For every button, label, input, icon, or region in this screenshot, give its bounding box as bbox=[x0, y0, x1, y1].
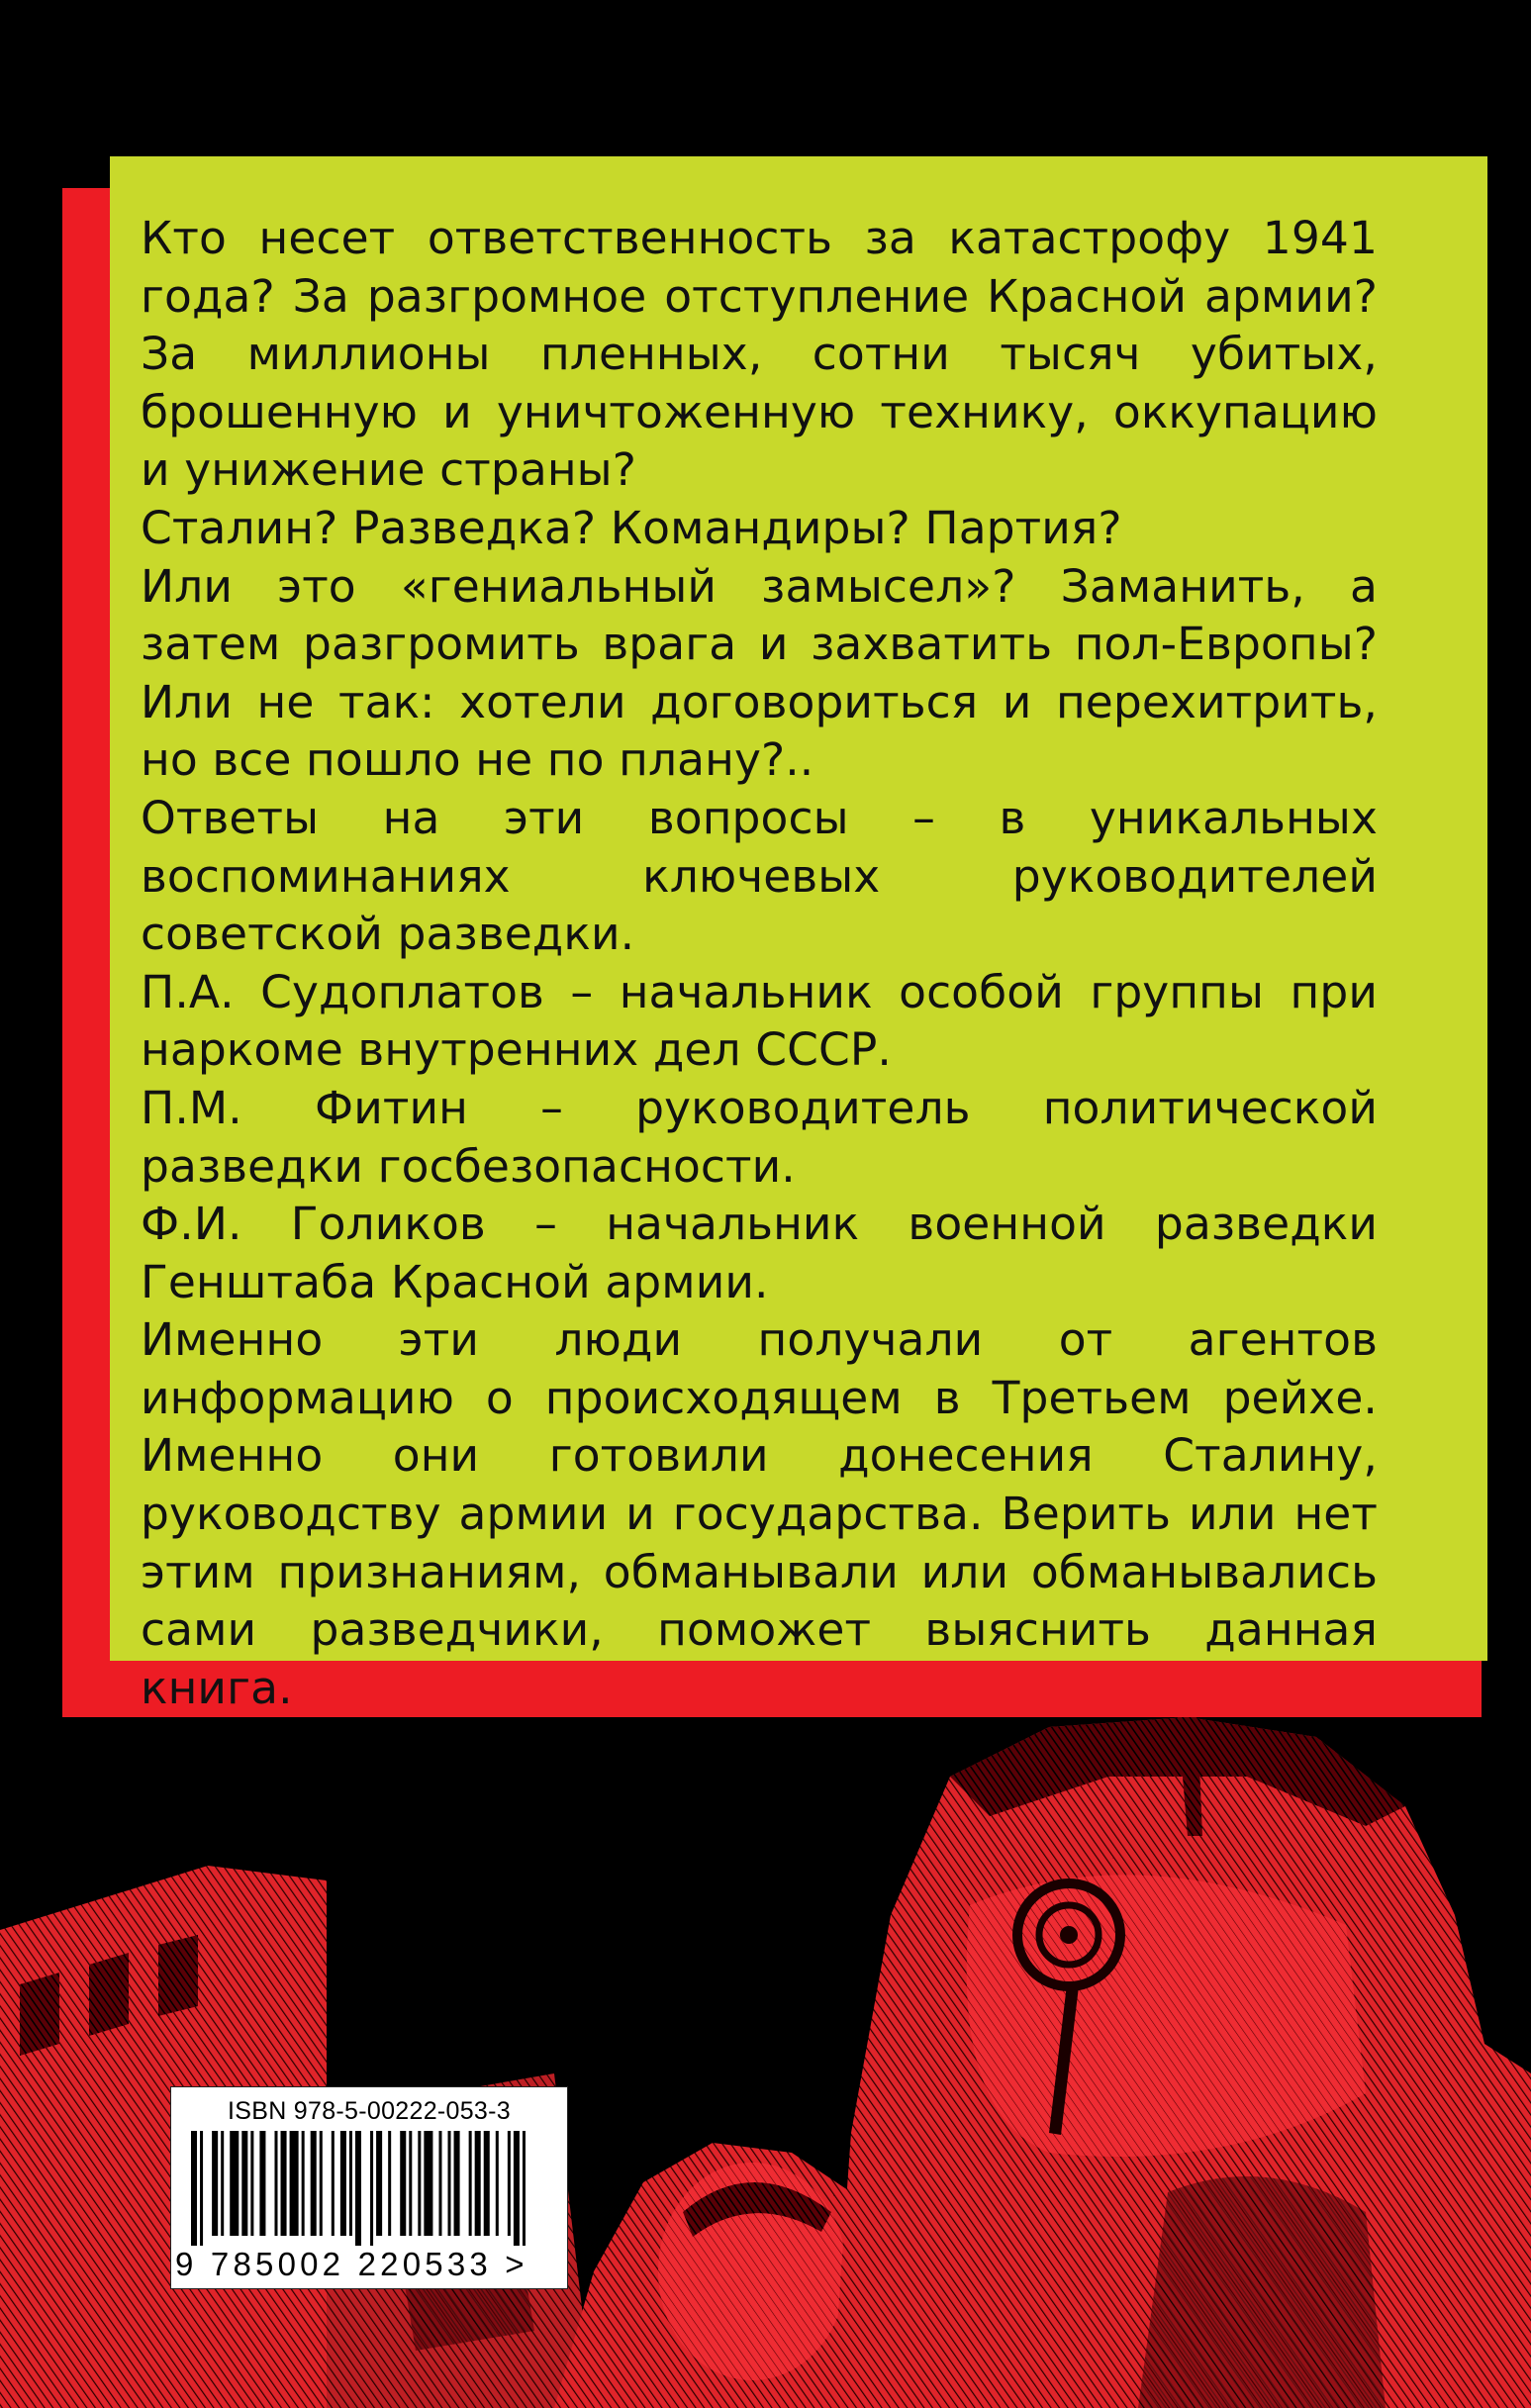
paragraph-conclusion: Именно эти люди получали от агентов информацию о происходящем в Третьем рейхе. Именно они готовили донесения Сталину, руководству армии и государства. Верить или нет этим признаниям, обманывали или обманывались сами разведчики, поможет выяснить данная книга. bbox=[141, 1313, 1378, 1714]
paragraph-questions: Сталин? Разведка? Командиры? Партия? bbox=[141, 501, 1122, 554]
barcode-bar bbox=[340, 2131, 346, 2236]
paragraph-plan: Или это «гениальный замысел»? Заманить, а затем разгромить врага и захватить пол-Европы? Или не так: хотели договориться и перехитрить, но все пошло не по плану?.. bbox=[141, 559, 1378, 787]
barcode-bar bbox=[475, 2131, 481, 2236]
barcode-bar bbox=[400, 2131, 406, 2236]
barcode-bar bbox=[241, 2131, 247, 2236]
barcode-bar bbox=[454, 2131, 460, 2236]
paragraph-fitin: П.М. Фитин – руководитель политической разведки госбезопасности. bbox=[141, 1081, 1378, 1193]
barcode-bar bbox=[259, 2131, 265, 2236]
barcode-bar bbox=[496, 2131, 499, 2236]
barcode-bar bbox=[281, 2131, 287, 2236]
barcode-bar bbox=[484, 2131, 490, 2236]
barcode-bar bbox=[514, 2131, 520, 2246]
barcode-bar bbox=[332, 2131, 335, 2236]
barcode-bar bbox=[250, 2131, 253, 2236]
barcode-bar bbox=[409, 2131, 412, 2236]
barcode-bar bbox=[320, 2131, 323, 2236]
barcode-bar bbox=[349, 2131, 352, 2236]
barcode-bar bbox=[230, 2131, 239, 2236]
barcode-bar bbox=[290, 2131, 299, 2236]
isbn-label: ISBN 978-5-00222-053-3 bbox=[228, 2097, 511, 2125]
paragraph-intro: Кто несет ответственность за катастрофу 1941 года? За разгромное отступление Красной армии? За миллионы пленных, сотни тысяч убитых, брошенную и уничтоженную технику, оккупацию и унижение страны? bbox=[141, 212, 1378, 497]
barcode-bar bbox=[424, 2131, 432, 2236]
barcode-bar bbox=[388, 2131, 391, 2236]
red-halftone-photo bbox=[0, 1717, 1531, 2408]
barcode bbox=[191, 2131, 531, 2246]
barcode-bar bbox=[221, 2131, 224, 2236]
paragraph-sudoplatov: П.А. Судоплатов – начальник особой группы при наркоме внутренних дел СССР. bbox=[141, 965, 1378, 1077]
barcode-bar bbox=[523, 2131, 526, 2246]
barcode-bar bbox=[438, 2131, 441, 2236]
barcode-bar bbox=[212, 2131, 218, 2236]
isbn-barcode-box bbox=[170, 2086, 568, 2289]
isbn-digits: 9 785002 220533 > bbox=[175, 2246, 528, 2282]
barcode-bar bbox=[355, 2131, 361, 2246]
barcode-bar bbox=[469, 2131, 472, 2236]
barcode-bar bbox=[200, 2131, 203, 2246]
barcode-bar bbox=[370, 2131, 373, 2246]
barcode-bar bbox=[311, 2131, 317, 2236]
paragraph-answers: Ответы на эти вопросы – в уникальных воспоминаниях ключевых руководителей советской разведки. bbox=[141, 791, 1378, 961]
barcode-bar bbox=[302, 2131, 305, 2236]
annotation-text bbox=[141, 210, 1378, 1717]
barcode-bar bbox=[191, 2131, 197, 2246]
barcode-bar bbox=[376, 2131, 382, 2236]
barcode-bar bbox=[448, 2131, 451, 2236]
paragraph-golikov: Ф.И. Голиков – начальник военной разведки Генштаба Красной армии. bbox=[141, 1198, 1378, 1308]
barcode-bar bbox=[418, 2131, 421, 2236]
barcode-bar bbox=[508, 2131, 511, 2236]
barcode-bar bbox=[274, 2131, 277, 2236]
